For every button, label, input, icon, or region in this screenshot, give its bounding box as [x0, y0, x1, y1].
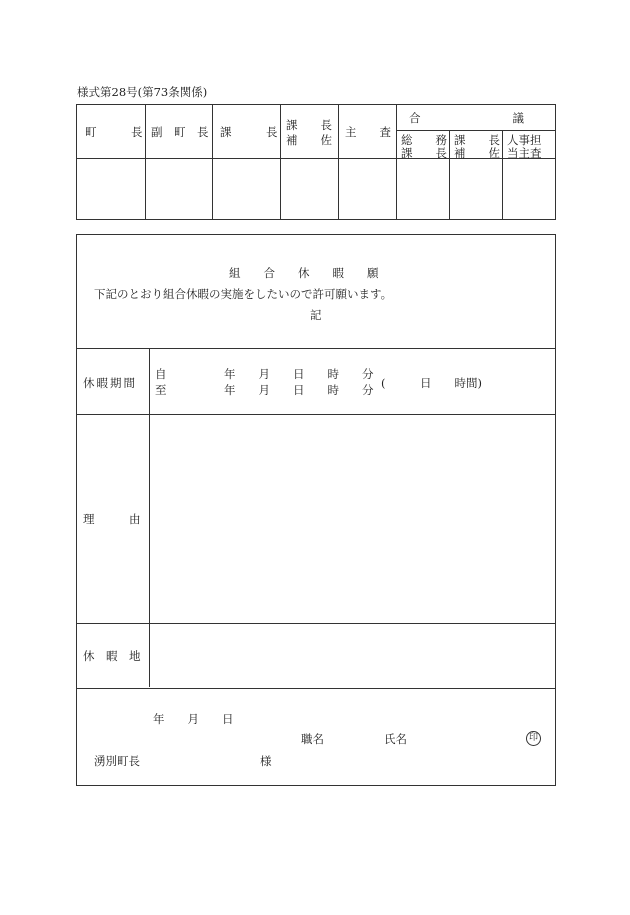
header-sub-assistant-line1: 課 長: [454, 133, 500, 147]
divider: [396, 105, 397, 219]
divider: [449, 130, 450, 219]
period-label: 休暇期間: [83, 376, 137, 390]
form-id: 様式第28号(第73条関係): [77, 85, 208, 99]
header-council: 合 議: [409, 111, 524, 125]
divider: [77, 688, 555, 689]
place-field[interactable]: [150, 624, 555, 687]
place-label: 休 暇 地: [83, 649, 141, 663]
name-label: 氏名: [384, 732, 407, 746]
date-field[interactable]: 年 月 日: [153, 712, 234, 726]
reason-field[interactable]: [150, 415, 555, 622]
honorific-label: 様: [260, 754, 272, 768]
header-assistant-chief-line1: 課 長: [286, 118, 332, 132]
job-title-label: 職名: [301, 732, 324, 746]
header-assistant-chief-line2: 補 佐: [286, 133, 332, 147]
divider: [502, 130, 503, 219]
ki-label: 記: [310, 308, 322, 322]
reason-label: 理 由: [83, 512, 141, 526]
header-general-affairs-line2: 課 長: [401, 146, 447, 160]
divider: [338, 105, 339, 219]
approval-table: [76, 104, 556, 220]
divider: [145, 105, 146, 219]
header-personnel-line2: 当主査: [507, 146, 542, 160]
header-sub-assistant-line2: 補 佐: [454, 146, 500, 160]
divider: [396, 130, 555, 131]
header-deputy-mayor: 副 町 長: [151, 125, 209, 139]
form-title: 組 合 休 暇 願: [229, 266, 379, 280]
addressee-label: 湧別町長: [94, 754, 140, 768]
header-section-chief: 課 長: [220, 125, 278, 139]
header-clerk: 主 査: [345, 125, 391, 139]
period-total-field[interactable]: ( 日 時間): [381, 376, 482, 390]
header-personnel-line1: 人事担: [507, 133, 542, 147]
divider: [280, 105, 281, 219]
period-to-field[interactable]: 至 年 月 日 時 分: [155, 383, 374, 397]
header-mayor: 町 長: [85, 125, 143, 139]
leave-request-form: [76, 234, 556, 786]
form-intro: 下記のとおり組合休暇の実施をしたいので許可願います。: [94, 287, 393, 301]
header-general-affairs-line1: 総 務: [401, 133, 447, 147]
seal-mark: 印: [526, 731, 541, 746]
period-from-field[interactable]: 自 年 月 日 時 分: [155, 367, 374, 381]
divider: [212, 105, 213, 219]
